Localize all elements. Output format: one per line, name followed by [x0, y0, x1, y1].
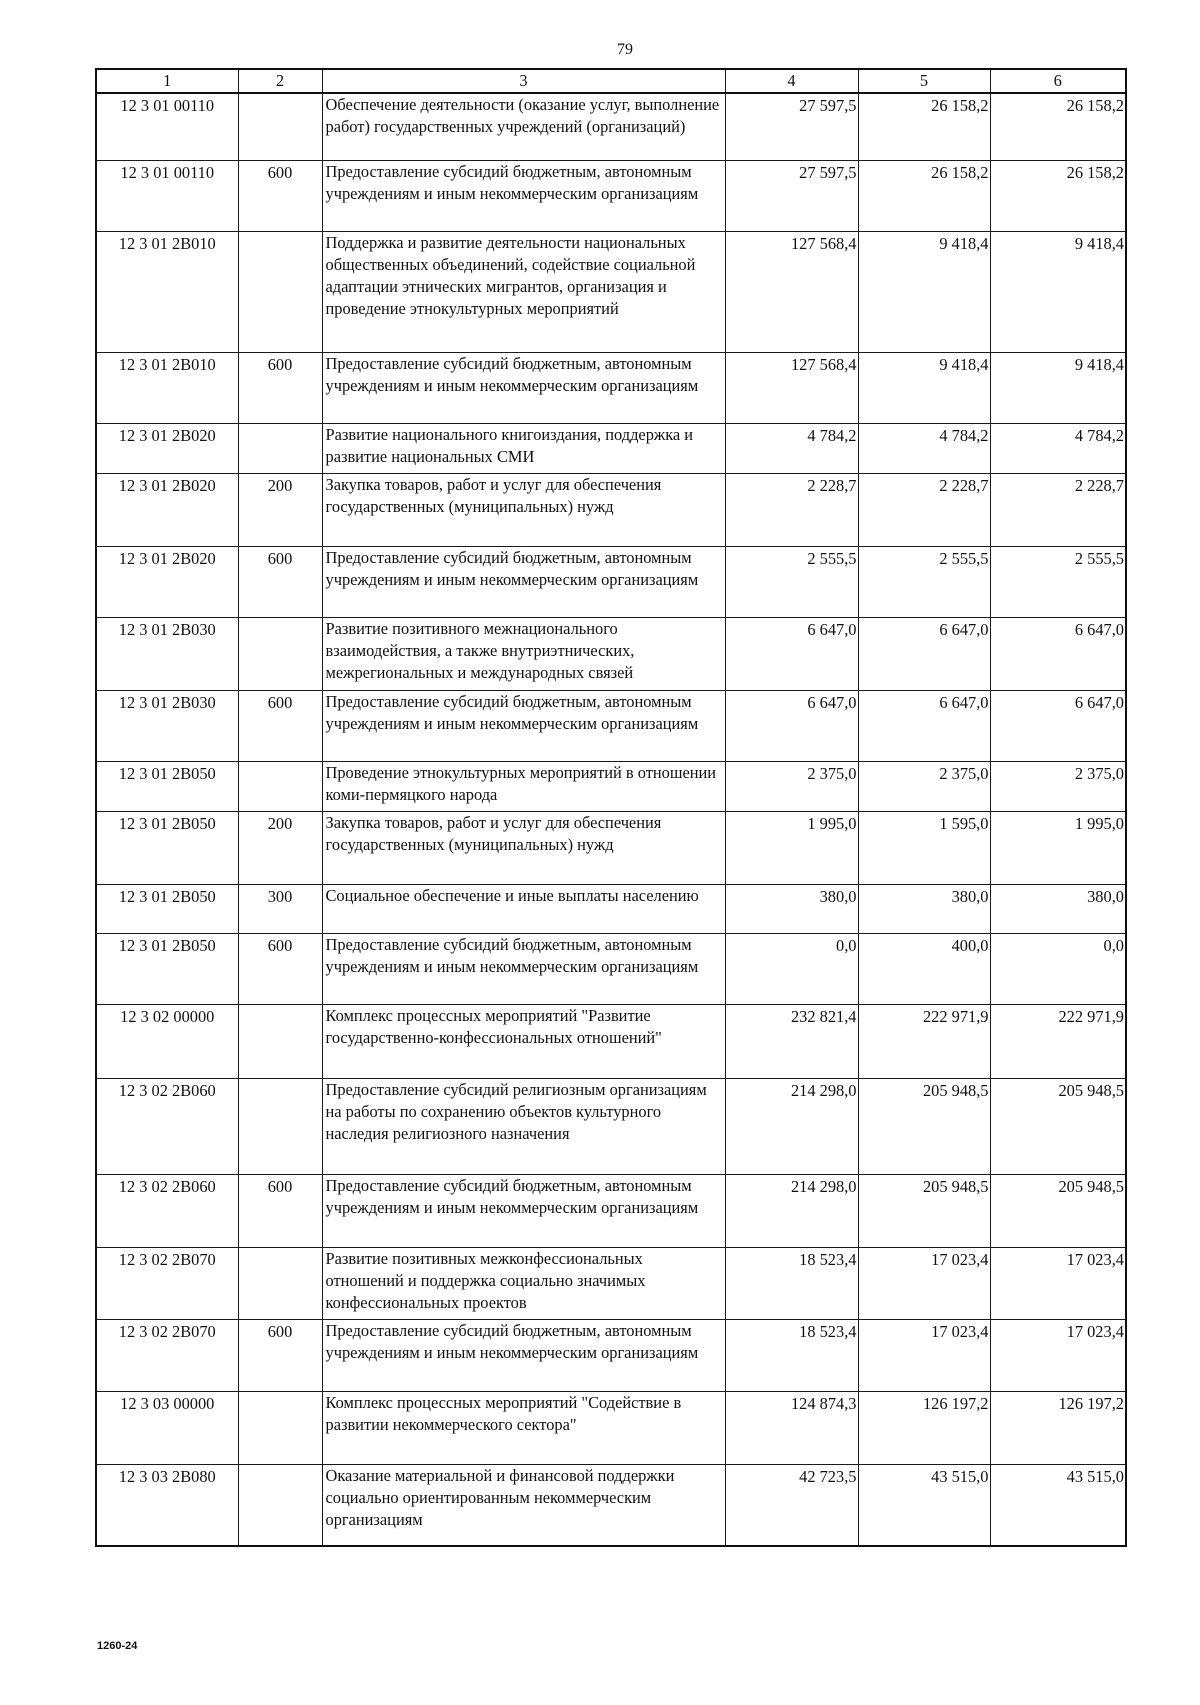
amount-col4-cell: 27 597,5	[725, 93, 858, 160]
target-code-cell: 12 3 03 2В080	[96, 1464, 238, 1546]
amount-col6-cell: 6 647,0	[990, 617, 1126, 690]
budget-table	[95, 68, 1127, 1547]
amount-col4-cell: 127 568,4	[725, 352, 858, 423]
expense-type-cell	[238, 1464, 322, 1546]
target-code-cell: 12 3 01 2В020	[96, 546, 238, 617]
expense-type-cell: 600	[238, 690, 322, 761]
amount-col4-cell: 6 647,0	[725, 690, 858, 761]
item-name-cell: Предоставление субсидий бюджетным, автономным учреждениям и иным некоммерческим организациям	[322, 1319, 725, 1391]
amount-col6-cell: 222 971,9	[990, 1004, 1126, 1078]
table-row	[96, 690, 1126, 761]
amount-col6-cell: 6 647,0	[990, 690, 1126, 761]
amount-col5-cell: 222 971,9	[858, 1004, 990, 1078]
target-code-cell: 12 3 02 2В070	[96, 1247, 238, 1319]
item-name-cell: Предоставление субсидий бюджетным, автономным учреждениям и иным некоммерческим организациям	[322, 1174, 725, 1247]
amount-col4-cell: 214 298,0	[725, 1078, 858, 1174]
amount-col5-cell: 126 197,2	[858, 1391, 990, 1464]
target-code-cell: 12 3 02 2В060	[96, 1174, 238, 1247]
target-code-cell: 12 3 01 2В050	[96, 761, 238, 811]
expense-type-cell	[238, 1391, 322, 1464]
amount-col5-cell: 9 418,4	[858, 231, 990, 352]
amount-col5-cell: 43 515,0	[858, 1464, 990, 1546]
item-name-cell: Предоставление субсидий бюджетным, автономным учреждениям и иным некоммерческим организациям	[322, 352, 725, 423]
amount-col4-cell: 124 874,3	[725, 1391, 858, 1464]
column-header-3: 3	[322, 69, 725, 93]
amount-col4-cell: 18 523,4	[725, 1319, 858, 1391]
item-name-cell: Поддержка и развитие деятельности национальных общественных объединений, содействие социальной адаптации этнических мигрантов, организация и проведение этнокультурных мероприятий	[322, 231, 725, 352]
amount-col5-cell: 6 647,0	[858, 690, 990, 761]
item-name-cell: Закупка товаров, работ и услуг для обеспечения государственных (муниципальных) нужд	[322, 811, 725, 884]
item-name-cell: Предоставление субсидий бюджетным, автономным учреждениям и иным некоммерческим организациям	[322, 933, 725, 1004]
amount-col5-cell: 4 784,2	[858, 423, 990, 473]
target-code-cell: 12 3 01 2В010	[96, 231, 238, 352]
document-code: 1260-24	[97, 1640, 138, 1652]
table-row	[96, 761, 1126, 811]
table-row	[96, 617, 1126, 690]
table-row	[96, 933, 1126, 1004]
amount-col6-cell: 2 228,7	[990, 473, 1126, 546]
target-code-cell: 12 3 01 2В050	[96, 884, 238, 933]
expense-type-cell	[238, 231, 322, 352]
table-row	[96, 352, 1126, 423]
amount-col4-cell: 2 375,0	[725, 761, 858, 811]
expense-type-cell: 200	[238, 811, 322, 884]
amount-col5-cell: 205 948,5	[858, 1078, 990, 1174]
amount-col5-cell: 2 375,0	[858, 761, 990, 811]
amount-col5-cell: 2 228,7	[858, 473, 990, 546]
item-name-cell: Проведение этнокультурных мероприятий в отношении коми-пермяцкого народа	[322, 761, 725, 811]
amount-col6-cell: 9 418,4	[990, 231, 1126, 352]
expense-type-cell	[238, 1078, 322, 1174]
amount-col4-cell: 232 821,4	[725, 1004, 858, 1078]
amount-col6-cell: 9 418,4	[990, 352, 1126, 423]
expense-type-cell: 600	[238, 160, 322, 231]
target-code-cell: 12 3 02 00000	[96, 1004, 238, 1078]
expense-type-cell: 600	[238, 546, 322, 617]
target-code-cell: 12 3 02 2В060	[96, 1078, 238, 1174]
target-code-cell: 12 3 01 2В020	[96, 423, 238, 473]
expense-type-cell: 600	[238, 933, 322, 1004]
expense-type-cell: 200	[238, 473, 322, 546]
amount-col6-cell: 43 515,0	[990, 1464, 1126, 1546]
target-code-cell: 12 3 03 00000	[96, 1391, 238, 1464]
amount-col5-cell: 380,0	[858, 884, 990, 933]
amount-col5-cell: 205 948,5	[858, 1174, 990, 1247]
expense-type-cell	[238, 93, 322, 160]
item-name-cell: Комплекс процессных мероприятий "Развитие государственно-конфессиональных отношений"	[322, 1004, 725, 1078]
table-row	[96, 1247, 1126, 1319]
header-row	[96, 69, 1126, 93]
expense-type-cell: 600	[238, 352, 322, 423]
amount-col4-cell: 127 568,4	[725, 231, 858, 352]
table-row	[96, 811, 1126, 884]
table-row	[96, 423, 1126, 473]
expense-type-cell: 300	[238, 884, 322, 933]
amount-col6-cell: 26 158,2	[990, 93, 1126, 160]
amount-col5-cell: 400,0	[858, 933, 990, 1004]
item-name-cell: Предоставление субсидий бюджетным, автономным учреждениям и иным некоммерческим организациям	[322, 690, 725, 761]
item-name-cell: Комплекс процессных мероприятий "Содействие в развитии некоммерческого сектора"	[322, 1391, 725, 1464]
amount-col6-cell: 17 023,4	[990, 1247, 1126, 1319]
item-name-cell: Предоставление субсидий бюджетным, автономным учреждениям и иным некоммерческим организациям	[322, 546, 725, 617]
item-name-cell: Развитие национального книгоиздания, поддержка и развитие национальных СМИ	[322, 423, 725, 473]
amount-col6-cell: 380,0	[990, 884, 1126, 933]
item-name-cell: Закупка товаров, работ и услуг для обеспечения государственных (муниципальных) нужд	[322, 473, 725, 546]
table-row	[96, 160, 1126, 231]
target-code-cell: 12 3 01 2В020	[96, 473, 238, 546]
amount-col4-cell: 380,0	[725, 884, 858, 933]
table-row	[96, 884, 1126, 933]
amount-col4-cell: 4 784,2	[725, 423, 858, 473]
item-name-cell: Предоставление субсидий бюджетным, автономным учреждениям и иным некоммерческим организациям	[322, 160, 725, 231]
amount-col4-cell: 6 647,0	[725, 617, 858, 690]
amount-col4-cell: 2 555,5	[725, 546, 858, 617]
expense-type-cell	[238, 1004, 322, 1078]
column-header-1: 1	[96, 69, 238, 93]
expense-type-cell	[238, 1247, 322, 1319]
expense-type-cell: 600	[238, 1319, 322, 1391]
column-header-4: 4	[725, 69, 858, 93]
table-row	[96, 1391, 1126, 1464]
amount-col4-cell: 27 597,5	[725, 160, 858, 231]
amount-col4-cell: 0,0	[725, 933, 858, 1004]
expense-type-cell	[238, 423, 322, 473]
target-code-cell: 12 3 01 2В050	[96, 933, 238, 1004]
table-row	[96, 473, 1126, 546]
column-header-5: 5	[858, 69, 990, 93]
item-name-cell: Развитие позитивных межконфессиональных отношений и поддержка социально значимых конфессиональных проектов	[322, 1247, 725, 1319]
item-name-cell: Предоставление субсидий религиозным организациям на работы по сохранению объектов культурного наследия религиозного назначения	[322, 1078, 725, 1174]
amount-col5-cell: 17 023,4	[858, 1319, 990, 1391]
target-code-cell: 12 3 01 2В010	[96, 352, 238, 423]
table-row	[96, 1319, 1126, 1391]
item-name-cell: Социальное обеспечение и иные выплаты населению	[322, 884, 725, 933]
amount-col5-cell: 9 418,4	[858, 352, 990, 423]
table-row	[96, 546, 1126, 617]
target-code-cell: 12 3 01 00110	[96, 160, 238, 231]
amount-col6-cell: 2 555,5	[990, 546, 1126, 617]
amount-col6-cell: 205 948,5	[990, 1078, 1126, 1174]
amount-col4-cell: 42 723,5	[725, 1464, 858, 1546]
amount-col5-cell: 26 158,2	[858, 93, 990, 160]
amount-col6-cell: 126 197,2	[990, 1391, 1126, 1464]
amount-col6-cell: 205 948,5	[990, 1174, 1126, 1247]
target-code-cell: 12 3 01 2В030	[96, 617, 238, 690]
amount-col5-cell: 26 158,2	[858, 160, 990, 231]
amount-col6-cell: 0,0	[990, 933, 1126, 1004]
item-name-cell: Обеспечение деятельности (оказание услуг, выполнение работ) государственных учреждений (организаций)	[322, 93, 725, 160]
target-code-cell: 12 3 02 2В070	[96, 1319, 238, 1391]
expense-type-cell: 600	[238, 1174, 322, 1247]
amount-col6-cell: 2 375,0	[990, 761, 1126, 811]
amount-col6-cell: 17 023,4	[990, 1319, 1126, 1391]
amount-col5-cell: 6 647,0	[858, 617, 990, 690]
amount-col5-cell: 1 595,0	[858, 811, 990, 884]
amount-col6-cell: 4 784,2	[990, 423, 1126, 473]
table-row	[96, 1174, 1126, 1247]
table-row	[96, 93, 1126, 160]
amount-col6-cell: 1 995,0	[990, 811, 1126, 884]
amount-col4-cell: 2 228,7	[725, 473, 858, 546]
item-name-cell: Оказание материальной и финансовой поддержки социально ориентированным некоммерческим организациям	[322, 1464, 725, 1546]
amount-col4-cell: 18 523,4	[725, 1247, 858, 1319]
column-header-2: 2	[238, 69, 322, 93]
target-code-cell: 12 3 01 2В030	[96, 690, 238, 761]
table-row	[96, 1078, 1126, 1174]
amount-col6-cell: 26 158,2	[990, 160, 1126, 231]
amount-col4-cell: 214 298,0	[725, 1174, 858, 1247]
amount-col5-cell: 17 023,4	[858, 1247, 990, 1319]
target-code-cell: 12 3 01 00110	[96, 93, 238, 160]
table-row	[96, 1004, 1126, 1078]
page-number: 79	[617, 41, 633, 58]
target-code-cell: 12 3 01 2В050	[96, 811, 238, 884]
amount-col5-cell: 2 555,5	[858, 546, 990, 617]
expense-type-cell	[238, 761, 322, 811]
table-row	[96, 1464, 1126, 1546]
amount-col4-cell: 1 995,0	[725, 811, 858, 884]
table-row	[96, 231, 1126, 352]
expense-type-cell	[238, 617, 322, 690]
item-name-cell: Развитие позитивного межнационального взаимодействия, а также внутриэтнических, межрегиональных и международных связей	[322, 617, 725, 690]
column-header-6: 6	[990, 69, 1126, 93]
